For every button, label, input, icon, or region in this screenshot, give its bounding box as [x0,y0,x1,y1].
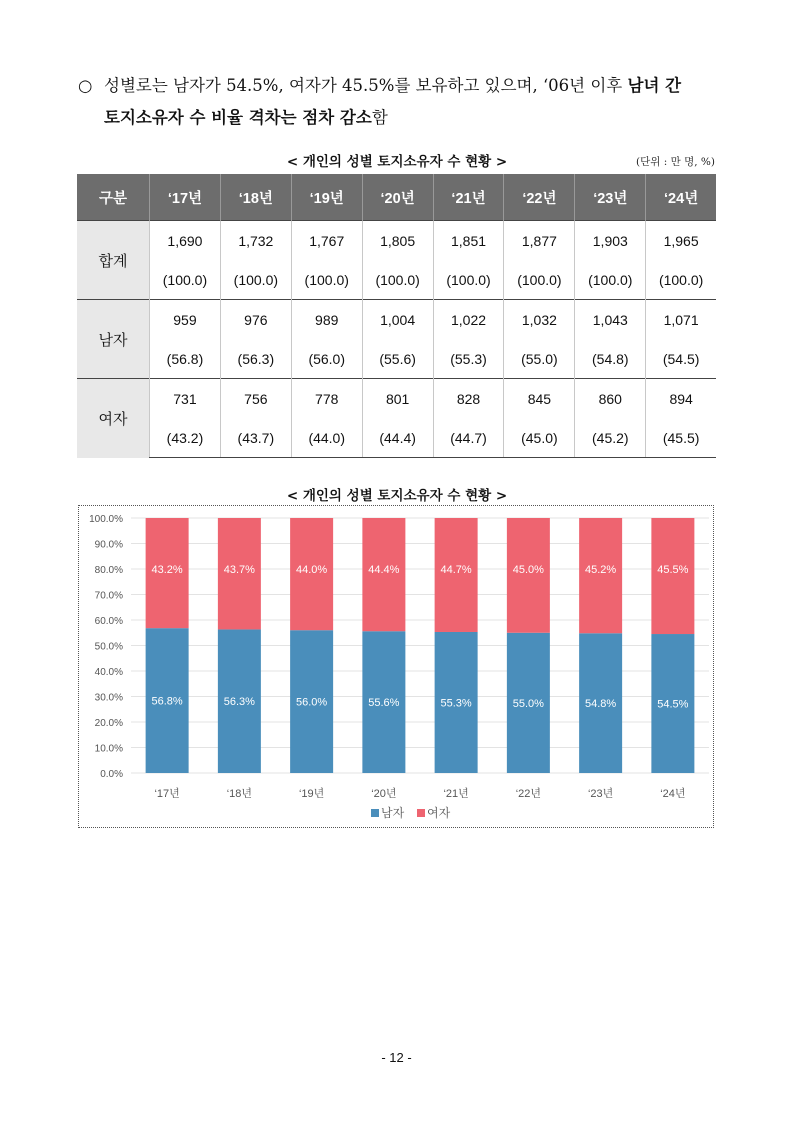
table-cell: 1,851 [433,221,504,261]
x-tick-label: ‘19년 [298,788,325,800]
data-label-male: 55.6% [368,697,400,710]
table-cell: 1,965 [646,221,716,261]
table-unit: (단위 : 만 명, %) [636,156,715,168]
table-cell: (45.2) [575,418,646,458]
bullet-mark: ○ [78,76,93,95]
table-cell: 1,903 [575,221,646,261]
table-cell: 860 [575,379,646,419]
paragraph-text-2: 함 [371,108,388,127]
table-cell: (100.0) [220,260,291,300]
row-label-total: 합계 [77,221,150,300]
table-cell: (43.7) [220,418,291,458]
chart-title: < 개인의 성별 토지소유자 수 현황 > [286,488,508,504]
table-cell: 1,767 [291,221,362,261]
table-cell: (100.0) [433,260,504,300]
x-tick-label: ‘20년 [371,788,397,800]
data-label-male: 56.0% [296,696,328,709]
header-year: ‘18년 [220,174,291,221]
bar-female [651,518,694,634]
table-cell: (55.0) [504,339,575,379]
table-cell: 1,690 [150,221,221,261]
stacked-bar-chart [78,505,714,828]
x-tick-label: ‘23년 [587,788,614,800]
table-row-male-shares [77,339,716,379]
data-label-male: 54.8% [585,698,617,711]
table-cell: (100.0) [575,260,646,300]
table-header-row [77,174,716,221]
data-label-female: 45.2% [585,564,617,576]
x-tick-label: ‘21년 [443,788,469,800]
data-label-female: 44.4% [368,564,400,576]
data-label-male: 54.5% [657,698,689,711]
table-cell: (55.6) [362,339,433,379]
legend-label: 여자 [427,806,451,820]
table-title: < 개인의 성별 토지소유자 수 현황 > [286,154,508,170]
data-label-male: 55.0% [512,697,544,710]
data-label-female: 44.7% [440,564,472,576]
table-cell: 959 [150,300,221,340]
y-tick-label: 50.0% [94,641,123,653]
x-tick-label: ‘18년 [226,788,253,800]
y-tick-label: 70.0% [94,590,123,602]
table-cell: 989 [291,300,362,340]
owners-table [77,174,716,458]
paragraph-bold-2: 토지소유자 수 비율 격차는 점차 감소 [104,108,372,127]
header-year: ‘19년 [291,174,362,221]
table-cell: (100.0) [150,260,221,300]
table-cell: (100.0) [291,260,362,300]
table-cell: (43.2) [150,418,221,458]
y-tick-label: 60.0% [94,616,123,627]
table-cell: (100.0) [646,260,716,300]
table-cell: (56.0) [291,339,362,379]
header-label: 구분 [77,174,150,221]
table-cell: 1,032 [504,300,575,340]
y-tick-label: 0.0% [100,769,123,780]
paragraph-bold-1: 남녀 간 [627,76,682,95]
page-number: - 12 - [381,1050,412,1065]
table-cell: (54.8) [575,339,646,379]
legend-swatch [371,809,379,817]
row-label-female: 여자 [77,379,150,458]
data-label-female: 45.5% [657,564,689,576]
table-cell: (56.8) [150,339,221,379]
data-label-female: 44.0% [296,564,328,576]
header-year: ‘24년 [646,174,716,221]
table-cell: 731 [150,379,221,419]
data-label-female: 43.2% [151,564,183,576]
y-tick-label: 10.0% [94,743,123,755]
table-cell: 1,022 [433,300,504,340]
table-cell: (56.3) [220,339,291,379]
table-cell: 976 [220,300,291,340]
table-cell: (44.7) [433,418,504,458]
table-cell: 828 [433,379,504,419]
table-cell: 894 [646,379,716,419]
table-cell: 1,004 [362,300,433,340]
y-tick-label: 40.0% [94,667,123,678]
header-year: ‘21년 [433,174,504,221]
row-label-male: 남자 [77,300,150,379]
y-tick-label: 30.0% [94,692,123,704]
y-tick-label: 100.0% [89,514,123,525]
y-tick-label: 90.0% [94,539,123,551]
data-label-male: 56.8% [151,695,183,708]
data-label-male: 56.3% [223,696,255,709]
table-cell: (45.0) [504,418,575,458]
x-tick-label: ‘17년 [154,788,180,800]
legend-swatch [417,809,425,817]
header-year: ‘20년 [362,174,433,221]
legend-label: 남자 [381,806,405,820]
data-label-female: 45.0% [512,564,544,576]
table-cell: (44.0) [291,418,362,458]
table-cell: 1,732 [220,221,291,261]
paragraph-text-1: 성별로는 남자가 54.5%, 여자가 45.5%를 보유하고 있으며, ‘06년 이후 [104,76,628,95]
table-row-female-shares [77,418,716,458]
header-year: ‘17년 [150,174,221,221]
table-cell: (100.0) [504,260,575,300]
table-cell: 756 [220,379,291,419]
table-cell: (100.0) [362,260,433,300]
table-row-total-values [77,221,716,261]
table-cell: 778 [291,379,362,419]
summary-paragraph [78,70,718,134]
data-label-male: 55.3% [440,697,472,710]
table-cell: (55.3) [433,339,504,379]
table-row-male-values [77,300,716,340]
table-cell: (44.4) [362,418,433,458]
chart-canvas [79,506,715,829]
table-cell: 1,071 [646,300,716,340]
x-tick-label: ‘24년 [660,788,686,800]
table-row-total-shares [77,260,716,300]
table-cell: 1,043 [575,300,646,340]
table-cell: 1,805 [362,221,433,261]
x-tick-label: ‘22년 [515,788,542,800]
data-label-female: 43.7% [223,564,255,576]
y-tick-label: 80.0% [94,565,123,576]
y-tick-label: 20.0% [94,718,123,729]
header-year: ‘23년 [575,174,646,221]
header-year: ‘22년 [504,174,575,221]
table-cell: 801 [362,379,433,419]
table-cell: 1,877 [504,221,575,261]
table-cell: (45.5) [646,418,716,458]
table-cell: (54.5) [646,339,716,379]
table-cell: 845 [504,379,575,419]
table-row-female-values [77,379,716,419]
